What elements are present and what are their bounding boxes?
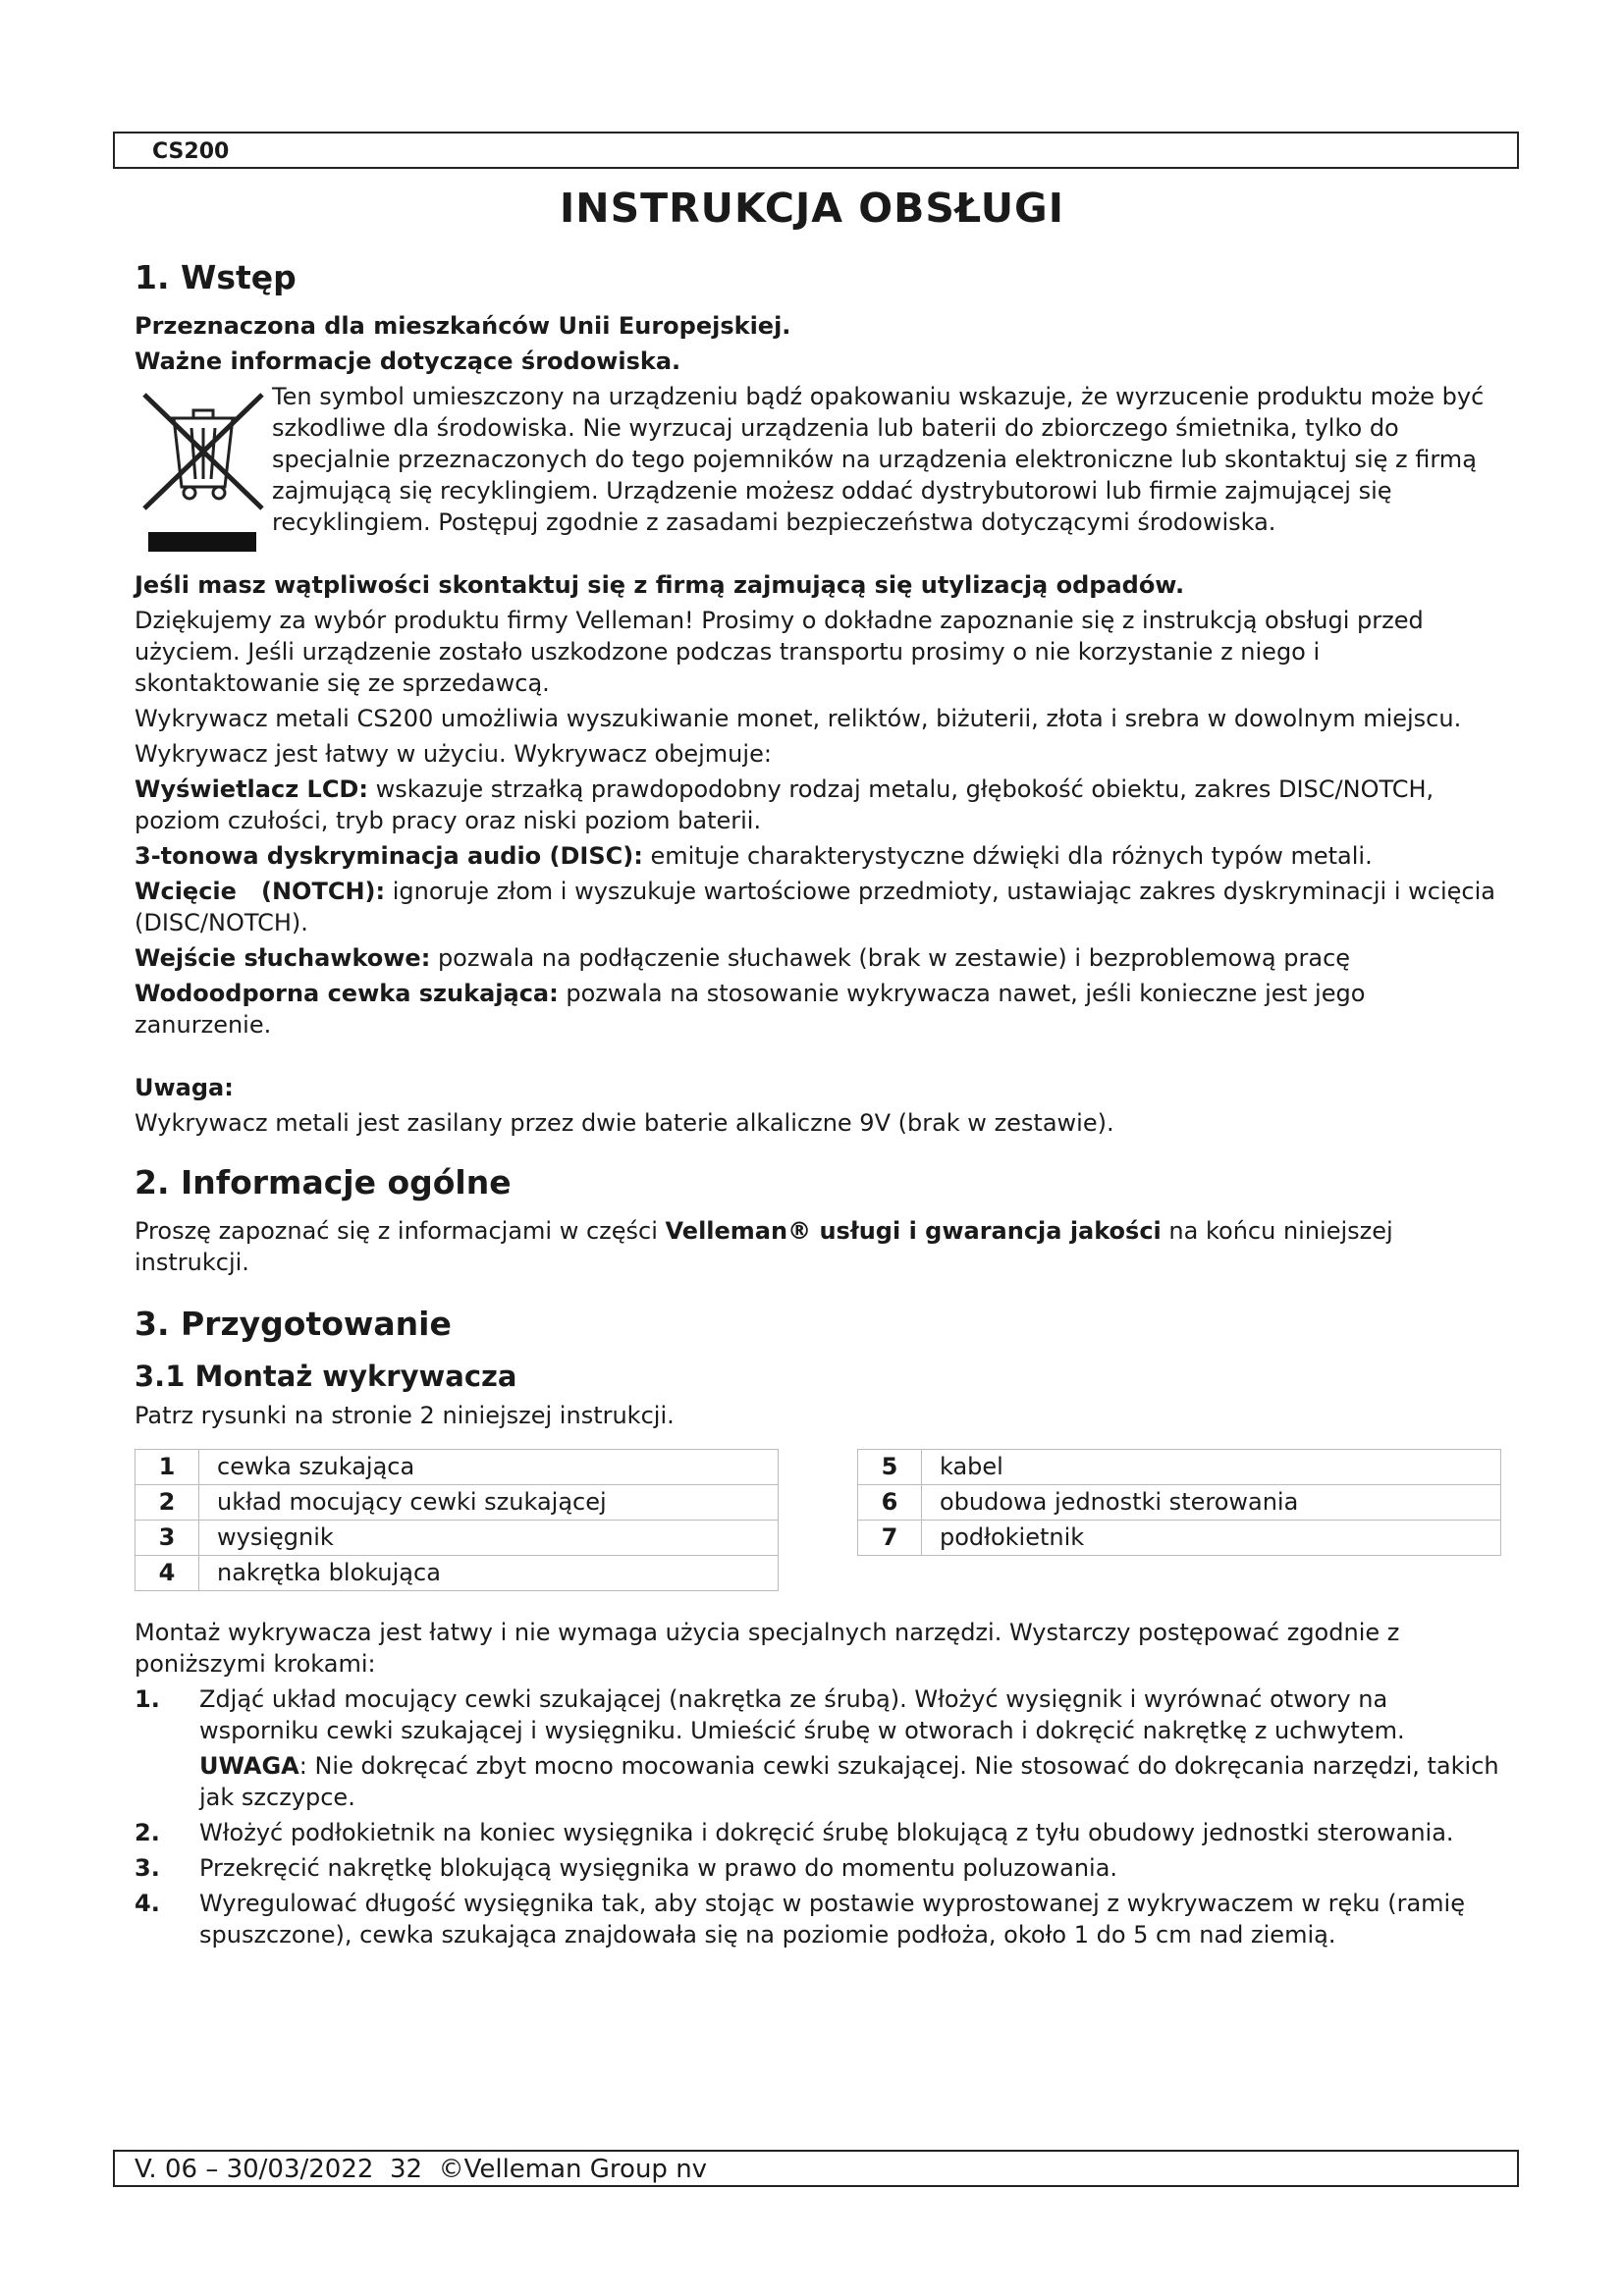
- step-number: 2.: [135, 1819, 160, 1846]
- section-3-heading: 3. Przygotowanie: [135, 1305, 452, 1343]
- page-footer: [113, 2150, 1519, 2187]
- part-number: 3: [135, 1521, 199, 1556]
- table-row: [858, 1521, 1501, 1556]
- feature-notch: [135, 876, 1501, 938]
- weee-block: [135, 381, 1501, 569]
- general-bold-text: Velleman® usługi i gwarancja jakości: [665, 1217, 1162, 1245]
- step-text: Przekręcić nakrętkę blokującą wysięgnika w prawo do momentu poluzowania.: [199, 1854, 1118, 1882]
- part-name: nakrętka blokująca: [199, 1556, 779, 1591]
- feature-text: pozwala na podłączenie słuchawek (brak w zestawie) i bezproblemową pracę: [430, 944, 1351, 972]
- table-row: [135, 1521, 779, 1556]
- see-figures: Patrz rysunki na stronie 2 niniejszej instrukcji.: [135, 1402, 675, 1429]
- general-paragraph: [135, 1215, 1501, 1278]
- list-item: [135, 1888, 1501, 1950]
- assembly-steps: [135, 1683, 1501, 1950]
- list-item: [135, 1683, 1501, 1813]
- part-name: cewka szukająca: [199, 1450, 779, 1485]
- part-number: 1: [135, 1450, 199, 1485]
- table-row: [135, 1450, 779, 1485]
- table-row: [858, 1450, 1501, 1485]
- part-number: 4: [135, 1556, 199, 1591]
- parts-table-right: [857, 1449, 1501, 1556]
- step-number: 1.: [135, 1685, 160, 1713]
- step-number: 4.: [135, 1890, 160, 1917]
- parts-tables: [135, 1449, 1501, 1591]
- feature-lcd: [135, 774, 1501, 836]
- part-name: wysięgnik: [199, 1521, 779, 1556]
- document-body: [135, 257, 1501, 1954]
- subsection-3-1-heading: 3.1 Montaż wykrywacza: [135, 1360, 517, 1393]
- footer-text: V. 06 – 30/03/2022 32 ©Velleman Group nv: [135, 2155, 708, 2184]
- doubt-line: Jeśli masz wątpliwości skontaktuj się z firmą zajmującą się utylizacją odpadów.: [135, 571, 1185, 599]
- table-row: [858, 1485, 1501, 1521]
- table-row: [135, 1556, 779, 1591]
- parts-table-left: [135, 1449, 779, 1591]
- part-name: układ mocujący cewki szukającej: [199, 1485, 779, 1521]
- feature-headphones: [135, 942, 1501, 974]
- includes-paragraph: Wykrywacz jest łatwy w użyciu. Wykrywacz obejmuje:: [135, 740, 772, 768]
- feature-label: Wejście słuchawkowe:: [135, 944, 431, 972]
- section-1-heading: 1. Wstęp: [135, 258, 297, 296]
- note-text: Wykrywacz metali jest zasilany przez dwie baterie alkaliczne 9V (brak w zestawie).: [135, 1109, 1114, 1137]
- warning-text: : Nie dokręcać zbyt mocno mocowania cewki szukającej. Nie stosować do dokręcania narzędzi, takich jak szczypce.: [199, 1752, 1499, 1811]
- feature-disc: [135, 840, 1501, 872]
- warning-label: UWAGA: [199, 1752, 299, 1780]
- eu-line: Przeznaczona dla mieszkańców Unii Europejskiej.: [135, 312, 791, 340]
- part-number: 5: [858, 1450, 922, 1485]
- part-name: obudowa jednostki sterowania: [922, 1485, 1501, 1521]
- feature-text: emituje charakterystyczne dźwięki dla różnych typów metali.: [642, 842, 1373, 870]
- detector-paragraph: Wykrywacz metali CS200 umożliwia wyszukiwanie monet, reliktów, biżuterii, złota i srebra w dowolnym miejscu.: [135, 705, 1462, 732]
- model-label: CS200: [152, 139, 230, 164]
- section-2-heading: 2. Informacje ogólne: [135, 1163, 512, 1201]
- part-number: 2: [135, 1485, 199, 1521]
- table-row: [135, 1485, 779, 1521]
- feature-text: ignoruje złom i wyszukuje wartościowe przedmioty, ustawiając zakres dyskryminacji i wcięcia (DISC/NOTCH).: [135, 878, 1495, 936]
- part-number: 6: [858, 1485, 922, 1521]
- page-title: INSTRUKCJA OBSŁUGI: [560, 185, 1064, 232]
- crossed-bin-icon: [135, 381, 272, 569]
- feature-text: pozwala na stosowanie wykrywacza nawet, jeśli konieczne jest jego zanurzenie.: [135, 980, 1366, 1039]
- part-name: kabel: [922, 1450, 1501, 1485]
- step-text: Zdjąć układ mocujący cewki szukającej (nakrętka ze śrubą). Włożyć wysięgnik i wyrównać otwory na wsporniku cewki szukającej i wysięgniku. Umieścić śrubę w otworach i dokręcić nakrętkę z uchwytem.: [199, 1685, 1405, 1744]
- step-number: 3.: [135, 1854, 160, 1882]
- page-header: [113, 132, 1519, 169]
- feature-label: Wcięcie (NOTCH):: [135, 878, 386, 905]
- step-text: Wyregulować długość wysięgnika tak, aby stojąc w postawie wyprostowanej z wykrywaczem w ręku (ramię spuszczone), cewka szukająca znajdowała się na poziomie podłoża, około 1 do 5 cm nad ziemią.: [199, 1890, 1465, 1949]
- note-label: Uwaga:: [135, 1074, 234, 1101]
- list-item: [135, 1817, 1501, 1848]
- env-text: Ten symbol umieszczony na urządzeniu bądź opakowaniu wskazuje, że wyrzucenie produktu może być szkodliwe dla środowiska. Nie wyrzucaj urządzenia lub baterii do zbiorczego śmietnika, tylko do specjalnie przeznaczonych do tego pojemników na urządzenia elektroniczne lub skontaktuj się z firmą zajmującą się recyklingiem. Urządzenie możesz oddać dystrybutorowi lub firmie zajmującej się recyklingiem. Postępuj zgodnie z zasadami bezpieczeństwa dotyczącymi środowiska.: [272, 383, 1485, 536]
- thanks-paragraph: Dziękujemy za wybór produktu firmy Velleman! Prosimy o dokładne zapoznanie się z instrukcją obsługi przed użyciem. Jeśli urządzenie zostało uszkodzone podczas transportu prosimy o nie korzystanie z niego i skontaktowanie się ze sprzedawcą.: [135, 607, 1424, 697]
- list-item: [135, 1852, 1501, 1884]
- feature-label: Wyświetlacz LCD:: [135, 775, 368, 803]
- general-text: Proszę zapoznać się z informacjami w części: [135, 1217, 666, 1245]
- part-number: 7: [858, 1521, 922, 1556]
- feature-coil: [135, 978, 1501, 1041]
- feature-label: Wodoodporna cewka szukająca:: [135, 980, 559, 1007]
- step-text: Włożyć podłokietnik na koniec wysięgnika i dokręcić śrubę blokującą z tyłu obudowy jednostki sterowania.: [199, 1819, 1454, 1846]
- part-name: podłokietnik: [922, 1521, 1501, 1556]
- feature-text: wskazuje strzałką prawdopodobny rodzaj metalu, głębokość obiektu, zakres DISC/NOTCH, poziom czułości, tryb pracy oraz niski poziom baterii.: [135, 775, 1435, 834]
- feature-label: 3-tonowa dyskryminacja audio (DISC):: [135, 842, 643, 870]
- general-text-end: na końcu niniejszej instrukcji.: [135, 1217, 1393, 1276]
- assembly-intro: Montaż wykrywacza jest łatwy i nie wymaga użycia specjalnych narzędzi. Wystarczy postępować zgodnie z poniższymi krokami:: [135, 1619, 1400, 1678]
- env-heading: Ważne informacje dotyczące środowiska.: [135, 347, 681, 375]
